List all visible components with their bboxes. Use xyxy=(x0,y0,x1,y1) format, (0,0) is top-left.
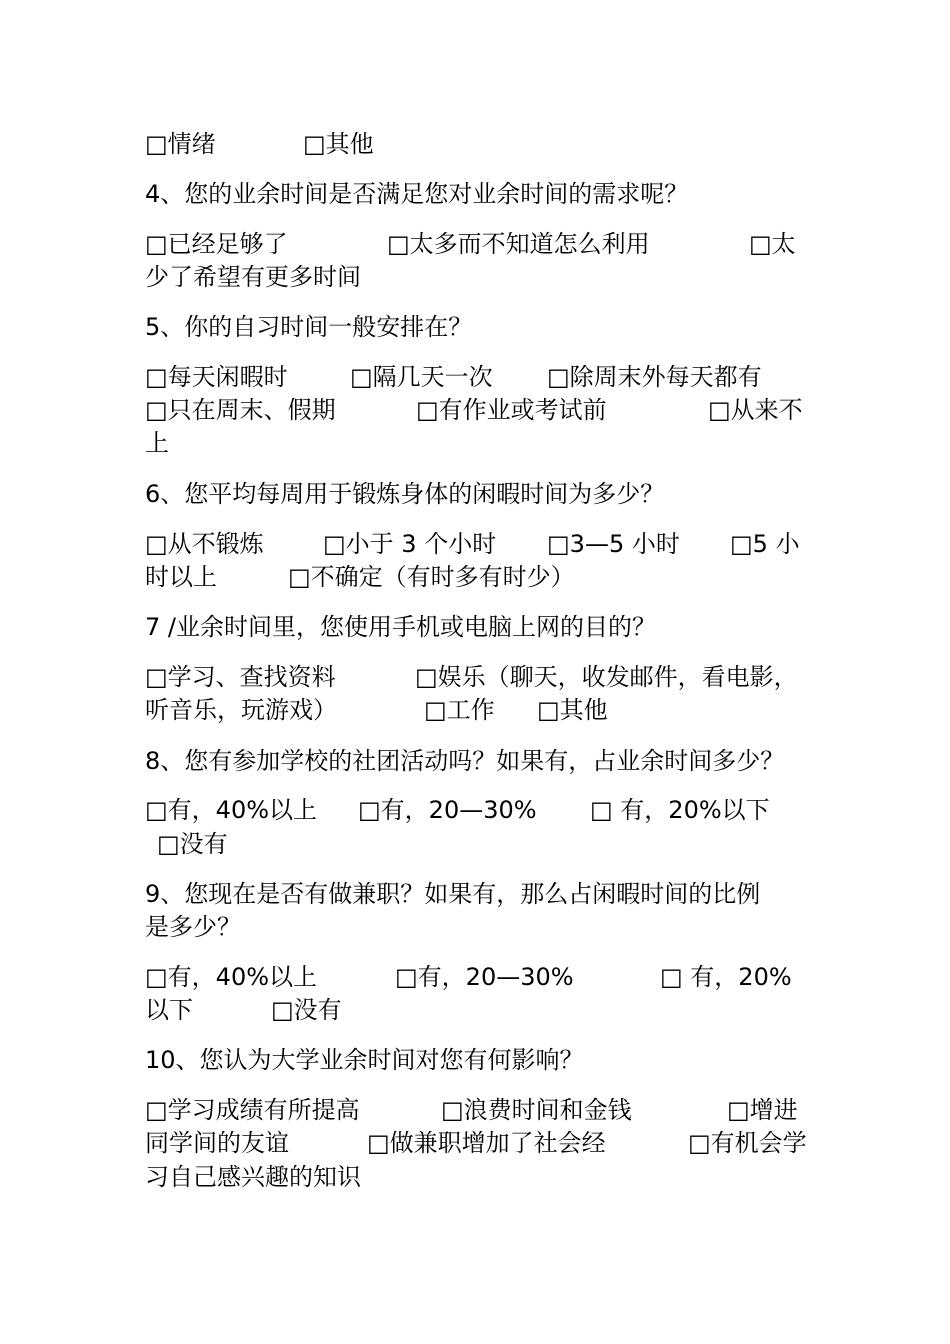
option-under-3h: □小于 3 个小时 xyxy=(323,530,497,558)
option-20-30: □有，20—30% xyxy=(395,963,574,991)
option-entertainment: □娱乐（聊天，收发邮件，看电影， xyxy=(415,663,798,691)
option-waste: □浪费时间和金钱 xyxy=(441,1096,632,1124)
option-study: □学习、查找资料 xyxy=(145,663,336,691)
option-grades-improved: □学习成绩有所提高 xyxy=(145,1096,360,1124)
option-friendship: □增进 xyxy=(727,1096,798,1124)
option-other: □其他 xyxy=(537,696,608,724)
option-work: □工作 xyxy=(424,696,495,724)
option-social-experience: □做兼职增加了社会经 xyxy=(367,1129,606,1157)
option-every-few-days: □隔几天一次 xyxy=(350,363,493,391)
option-emotion: □情绪 xyxy=(145,130,216,158)
option-weekend-holiday: □只在周末、假期 xyxy=(145,396,336,424)
option-over-40: □有，40%以上 xyxy=(145,796,318,824)
option-under-20: □ 有，20% xyxy=(660,963,792,991)
option-too-little: □太 xyxy=(749,230,796,258)
option-5h-plus: □5 小 xyxy=(730,530,800,558)
option-under-20: □ 有，20%以下 xyxy=(590,796,770,824)
option-enough: □已经足够了 xyxy=(145,230,288,258)
option-3-5h: □3—5 小时 xyxy=(547,530,680,558)
option-before-exam: □有作业或考试前 xyxy=(416,396,607,424)
option-uncertain: □不确定（有时多有时少） xyxy=(288,563,575,591)
option-learn-interests: □有机会学 xyxy=(688,1129,807,1157)
option-other: □其他 xyxy=(303,130,374,158)
option-too-much: □太多而不知道怎么利用 xyxy=(387,230,650,258)
option-20-30: □有，20—30% xyxy=(358,796,537,824)
option-none: □没有 xyxy=(271,996,342,1024)
document-page: □情绪 □其他 4、您的业余时间是否满足您对业余时间的需求呢？ □已经足够了 □太多而不知道怎么利用 □太 少了希望有更多时间 5、你的自习时间一般安排在？ □每天闲暇时 □隔几天一次 □除周末外每天都有 □只在周末、假期 □有作业或考试前 □从来不 上 6、您平均每周用于锻炼身体的闲暇时间为多少？ □从不锻炼 □小于 3 个小时 □3—5 小时 □5 小 时以上 □不确定（有时多有时少） 7 /业余时间里，您使用手机或电脑上网的目的？ □学习、查找资料 □娱乐（聊天，收发邮件，看电影， 听音乐，玩游戏） □工作 □其他 8、您有参加学校的社团活动吗？如果有，占业余时间多少？ □有，40%以上 □有，20—30% □ 有，20%以下 □没有 9、您现在是否有做兼职？如果有，那么占闲暇时间的比例 是多少？ □有，40%以上 □有，20—30% □ 有，20% 以下 □没有 10、您认为大学业余时间对您有何影响？ □学习成绩有所提高 □浪费时间和金钱 □增进 同学间的友谊 □做兼职增加了社会经 □有机会学 习自己感兴趣的知识 xyxy=(0,0,950,1344)
option-none: □没有 xyxy=(157,830,228,858)
option-daily-free: □每天闲暇时 xyxy=(145,363,288,391)
option-never: □从来不 xyxy=(708,396,803,424)
option-weekdays: □除周末外每天都有 xyxy=(547,363,762,391)
option-over-40: □有，40%以上 xyxy=(145,963,318,991)
option-no-exercise: □从不锻炼 xyxy=(145,530,264,558)
